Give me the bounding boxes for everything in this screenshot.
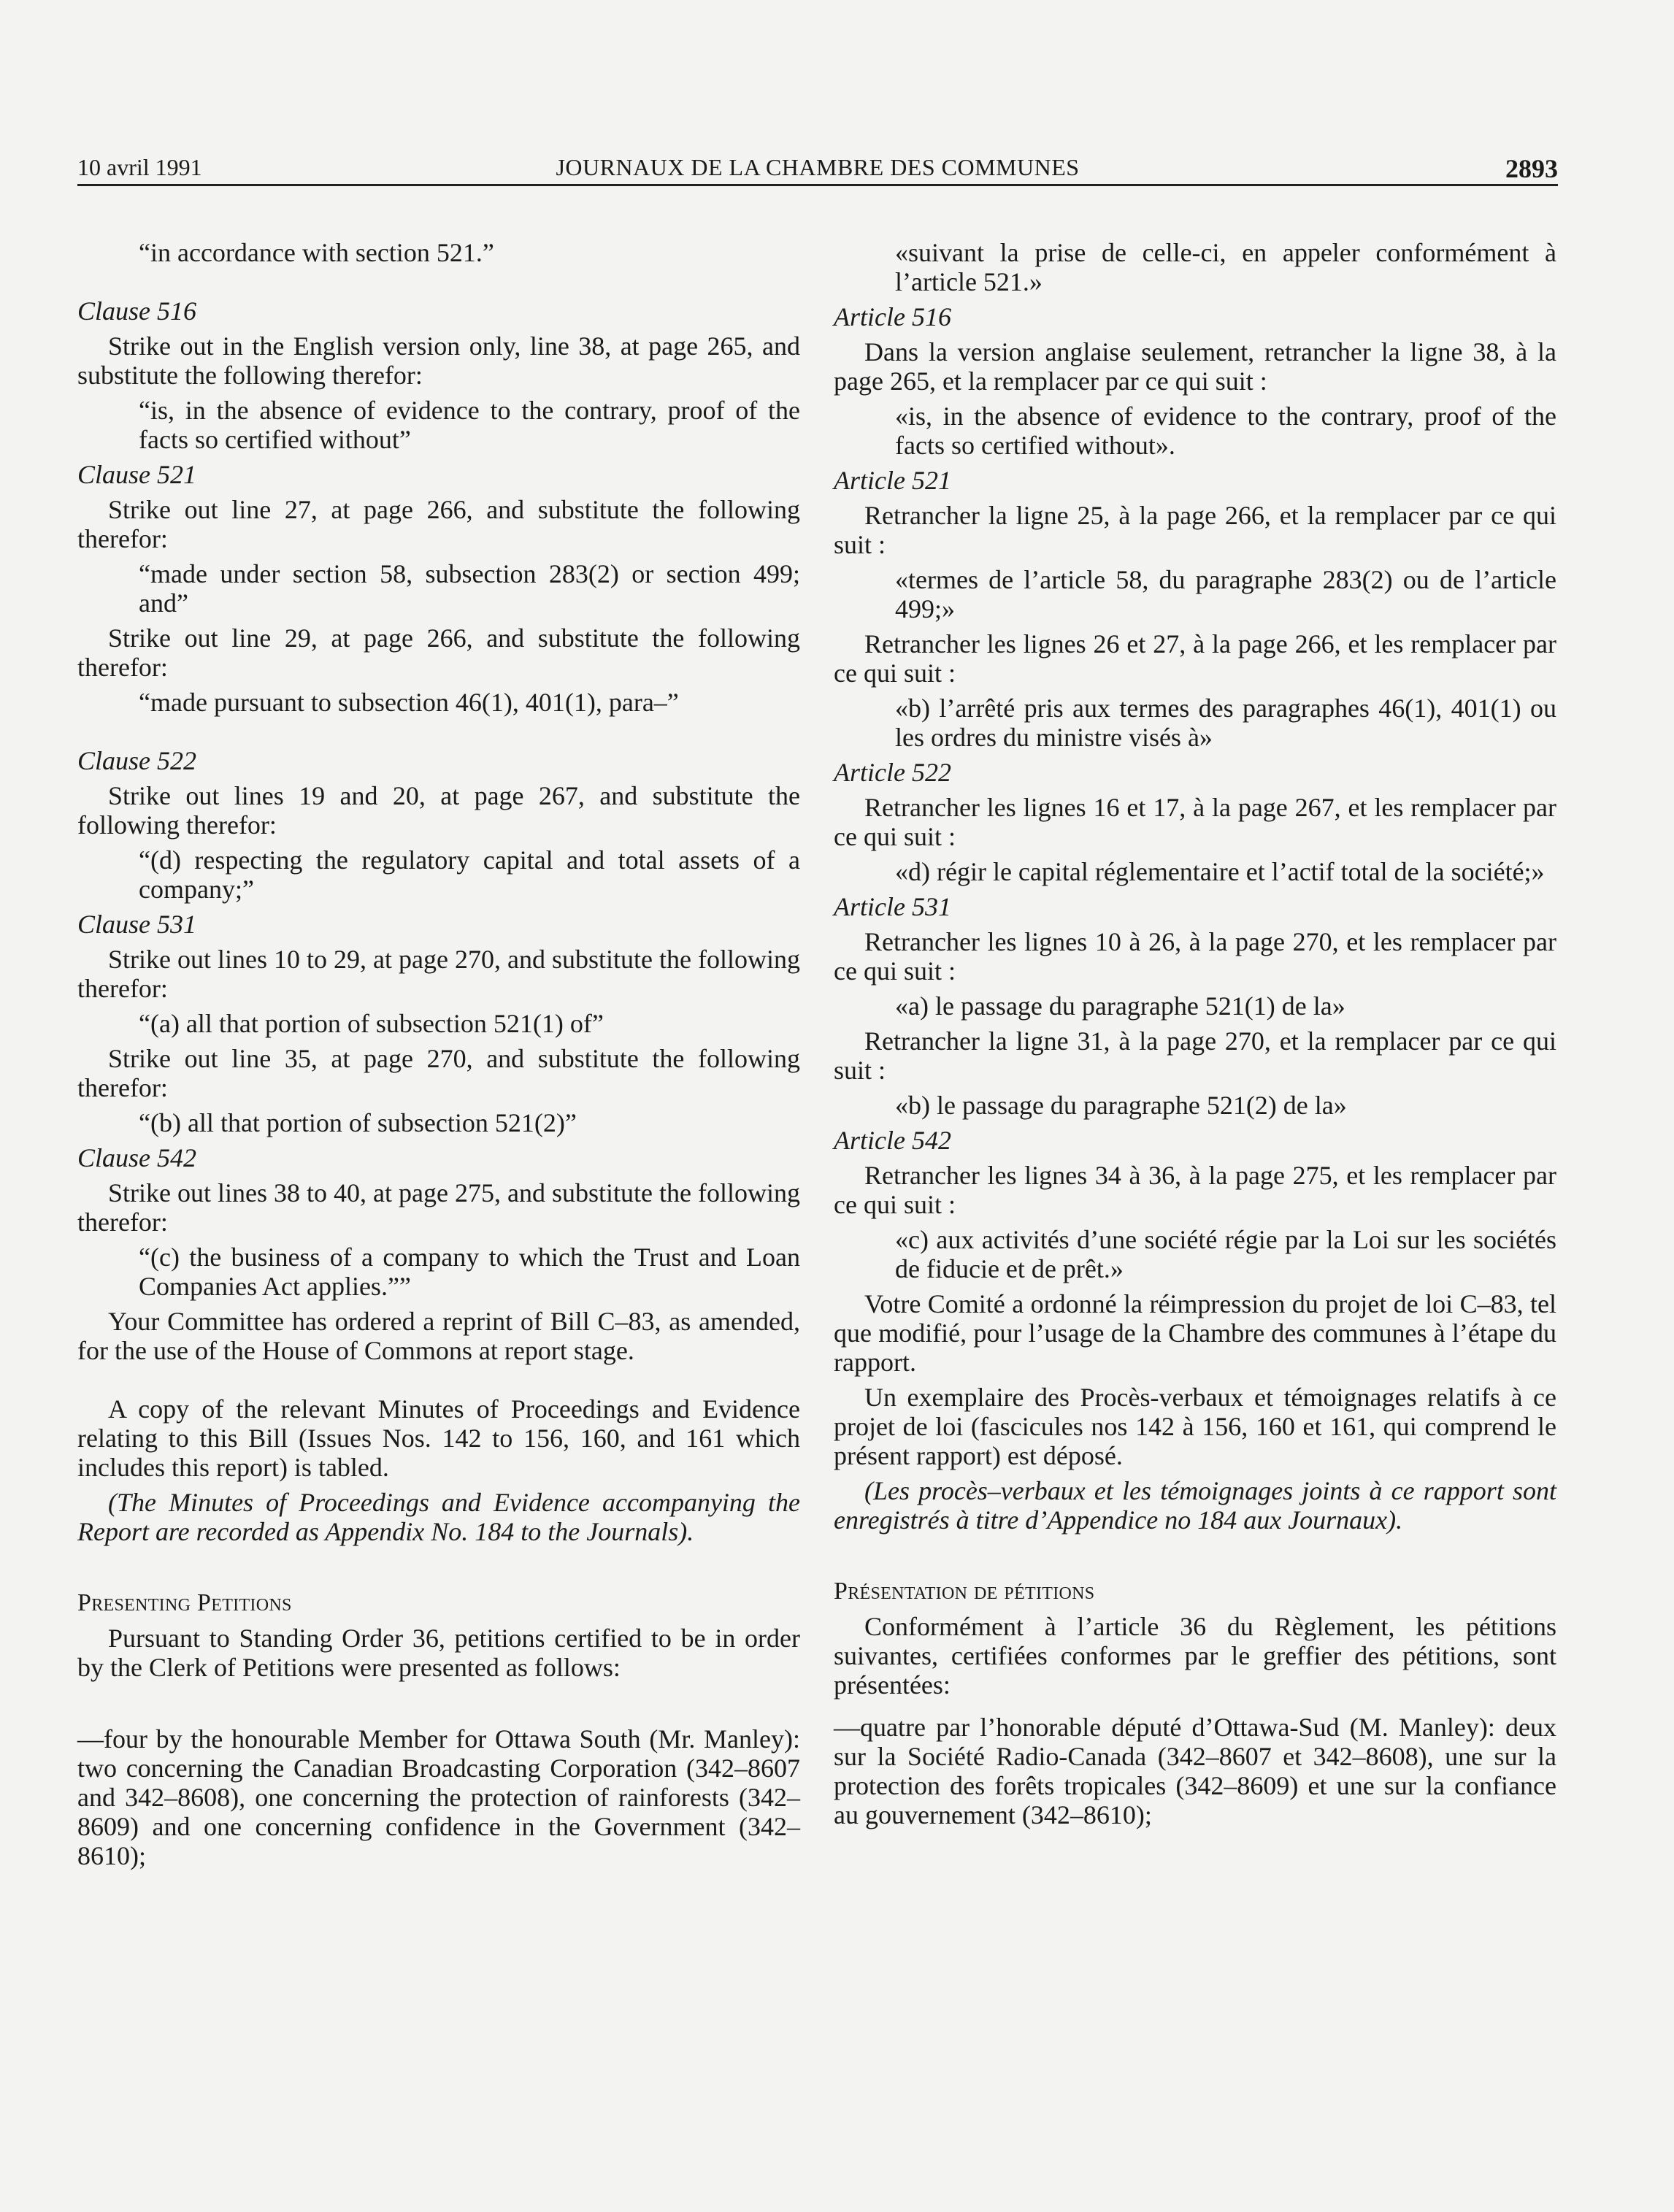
reprint-paragraph: Your Committee has ordered a reprint of Bill C–83, as amended, for the use of the House of Commons at report stage.: [77, 1307, 800, 1365]
clause-heading: Clause 522: [77, 746, 197, 775]
article-heading: Article 516: [834, 302, 951, 331]
section-heading-petitions: Presenting Petitions: [77, 1589, 292, 1616]
instruction-paragraph: Dans la version anglaise seulement, retrancher la ligne 38, à la page 265, et la remplacer par ce qui suit :: [834, 337, 1556, 396]
amendment-text: “(a) all that portion of subsection 521(1) of”: [139, 1009, 604, 1038]
instruction-paragraph: Retrancher la ligne 31, à la page 270, et la remplacer par ce qui suit :: [834, 1026, 1556, 1085]
amendment-text: “made under section 58, subsection 283(2) or section 499; and”: [139, 559, 800, 618]
article-heading: Article 542: [834, 1126, 951, 1155]
instruction-paragraph: Retrancher les lignes 10 à 26, à la page 270, et les remplacer par ce qui suit :: [834, 927, 1556, 986]
amendment-text: «b) l’arrêté pris aux termes des paragraphes 46(1), 401(1) ou les ordres du ministre visés à»: [895, 694, 1556, 752]
instruction-paragraph: Retrancher les lignes 16 et 17, à la page 267, et les remplacer par ce qui suit :: [834, 793, 1556, 851]
amendment-text: “in accordance with section 521.”: [139, 238, 494, 267]
instruction-paragraph: Strike out line 27, at page 266, and substitute the following therefor:: [77, 495, 800, 553]
petitions-intro: Pursuant to Standing Order 36, petitions certified to be in order by the Clerk of Petitions were presented as follows:: [77, 1624, 800, 1682]
instruction-paragraph: Strike out line 29, at page 266, and substitute the following therefor:: [77, 623, 800, 682]
instruction-paragraph: Strike out lines 10 to 29, at page 270, and substitute the following therefor:: [77, 945, 800, 1003]
instruction-paragraph: Strike out lines 19 and 20, at page 267, and substitute the following therefor:: [77, 781, 800, 840]
minutes-tabled-paragraph: A copy of the relevant Minutes of Proceedings and Evidence relating to this Bill (Issues Nos. 142 to 156, 160, and 161 which includes this report) is tabled.: [77, 1394, 800, 1482]
header-journal-title: JOURNAUX DE LA CHAMBRE DES COMMUNES: [556, 154, 1080, 180]
amendment-text: “(c) the business of a company to which the Trust and Loan Companies Act applies.””: [139, 1243, 800, 1301]
minutes-tabled-paragraph: Un exemplaire des Procès-verbaux et témoignages relatifs à ce projet de loi (fascicules nos 142 à 156, 160 et 161, qui comprend le présent rapport) est déposé.: [834, 1383, 1556, 1470]
instruction-paragraph: Retrancher la ligne 25, à la page 266, et la remplacer par ce qui suit :: [834, 501, 1556, 559]
petition-entry: —four by the honourable Member for Ottawa South (Mr. Manley): two concerning the Canadian Broadcasting Corporation (342–8607 and 342–8608), one concerning the protection of rainforests (342–8609) and one concerning confidence in the Government (342–8610);: [77, 1724, 800, 1870]
instruction-paragraph: Strike out in the English version only, line 38, at page 265, and substitute the following therefor:: [77, 331, 800, 390]
page-header: [77, 147, 1558, 186]
amendment-text: «suivant la prise de celle-ci, en appeler conformément à l’article 521.»: [895, 238, 1556, 296]
amendment-text: «a) le passage du paragraphe 521(1) de la»: [895, 991, 1345, 1021]
section-heading-petitions: Présentation de pétitions: [834, 1578, 1095, 1605]
header-page-number: 2893: [1505, 154, 1558, 183]
amendment-text: «b) le passage du paragraphe 521(2) de la»: [895, 1091, 1347, 1120]
instruction-paragraph: Strike out lines 38 to 40, at page 275, and substitute the following therefor:: [77, 1178, 800, 1237]
clause-heading: Clause 542: [77, 1143, 197, 1172]
header-date: 10 avril 1991: [77, 154, 202, 180]
article-heading: Article 522: [834, 758, 951, 787]
amendment-text: “is, in the absence of evidence to the contrary, proof of the facts so certified without”: [139, 396, 800, 454]
instruction-paragraph: Strike out line 35, at page 270, and substitute the following therefor:: [77, 1044, 800, 1102]
amendment-text: «is, in the absence of evidence to the contrary, proof of the facts so certified without».: [895, 402, 1556, 460]
petitions-intro: Conformément à l’article 36 du Règlement, les pétitions suivantes, certifiées conformes par le greffier des pétitions, sont présentées:: [834, 1612, 1556, 1700]
instruction-paragraph: Retrancher les lignes 34 à 36, à la page 275, et les remplacer par ce qui suit :: [834, 1161, 1556, 1219]
amendment-text: «d) régir le capital réglementaire et l’actif total de la société;»: [895, 857, 1545, 886]
article-heading: Article 521: [834, 466, 951, 495]
amendment-text: “(d) respecting the regulatory capital and total assets of a company;”: [139, 845, 800, 904]
clause-heading: Clause 516: [77, 296, 197, 326]
english-column: [77, 238, 800, 1870]
amendment-text: “(b) all that portion of subsection 521(2)”: [139, 1108, 577, 1137]
appendix-note: (The Minutes of Proceedings and Evidence accompanying the Report are recorded as Appendix No. 184 to the Journals).: [77, 1488, 800, 1546]
appendix-note: (Les procès–verbaux et les témoignages joints à ce rapport sont enregistrés à titre d’Appendice no 184 aux Journaux).: [834, 1476, 1556, 1535]
petition-entry: —quatre par l’honorable député d’Ottawa-Sud (M. Manley): deux sur la Société Radio-Canada (342–8607 et 342–8608), une sur la protection des forêts tropicales (342–8609) et une sur la confiance au gouvernement (342–8610);: [834, 1713, 1556, 1829]
clause-heading: Clause 531: [77, 910, 197, 939]
reprint-paragraph: Votre Comité a ordonné la réimpression du projet de loi C–83, tel que modifié, pour l’usage de la Chambre des communes à l’étape du rapport.: [834, 1289, 1556, 1377]
amendment-text: “made pursuant to subsection 46(1), 401(1), para–”: [139, 688, 679, 717]
clause-heading: Clause 521: [77, 460, 197, 489]
amendment-text: «c) aux activités d’une société régie par la Loi sur les sociétés de fiducie et de prêt.»: [895, 1225, 1556, 1283]
instruction-paragraph: Retrancher les lignes 26 et 27, à la page 266, et les remplacer par ce qui suit :: [834, 629, 1556, 688]
amendment-text: «termes de l’article 58, du paragraphe 283(2) ou de l’article 499;»: [895, 565, 1556, 623]
french-column: [834, 238, 1556, 1829]
article-heading: Article 531: [834, 892, 951, 921]
